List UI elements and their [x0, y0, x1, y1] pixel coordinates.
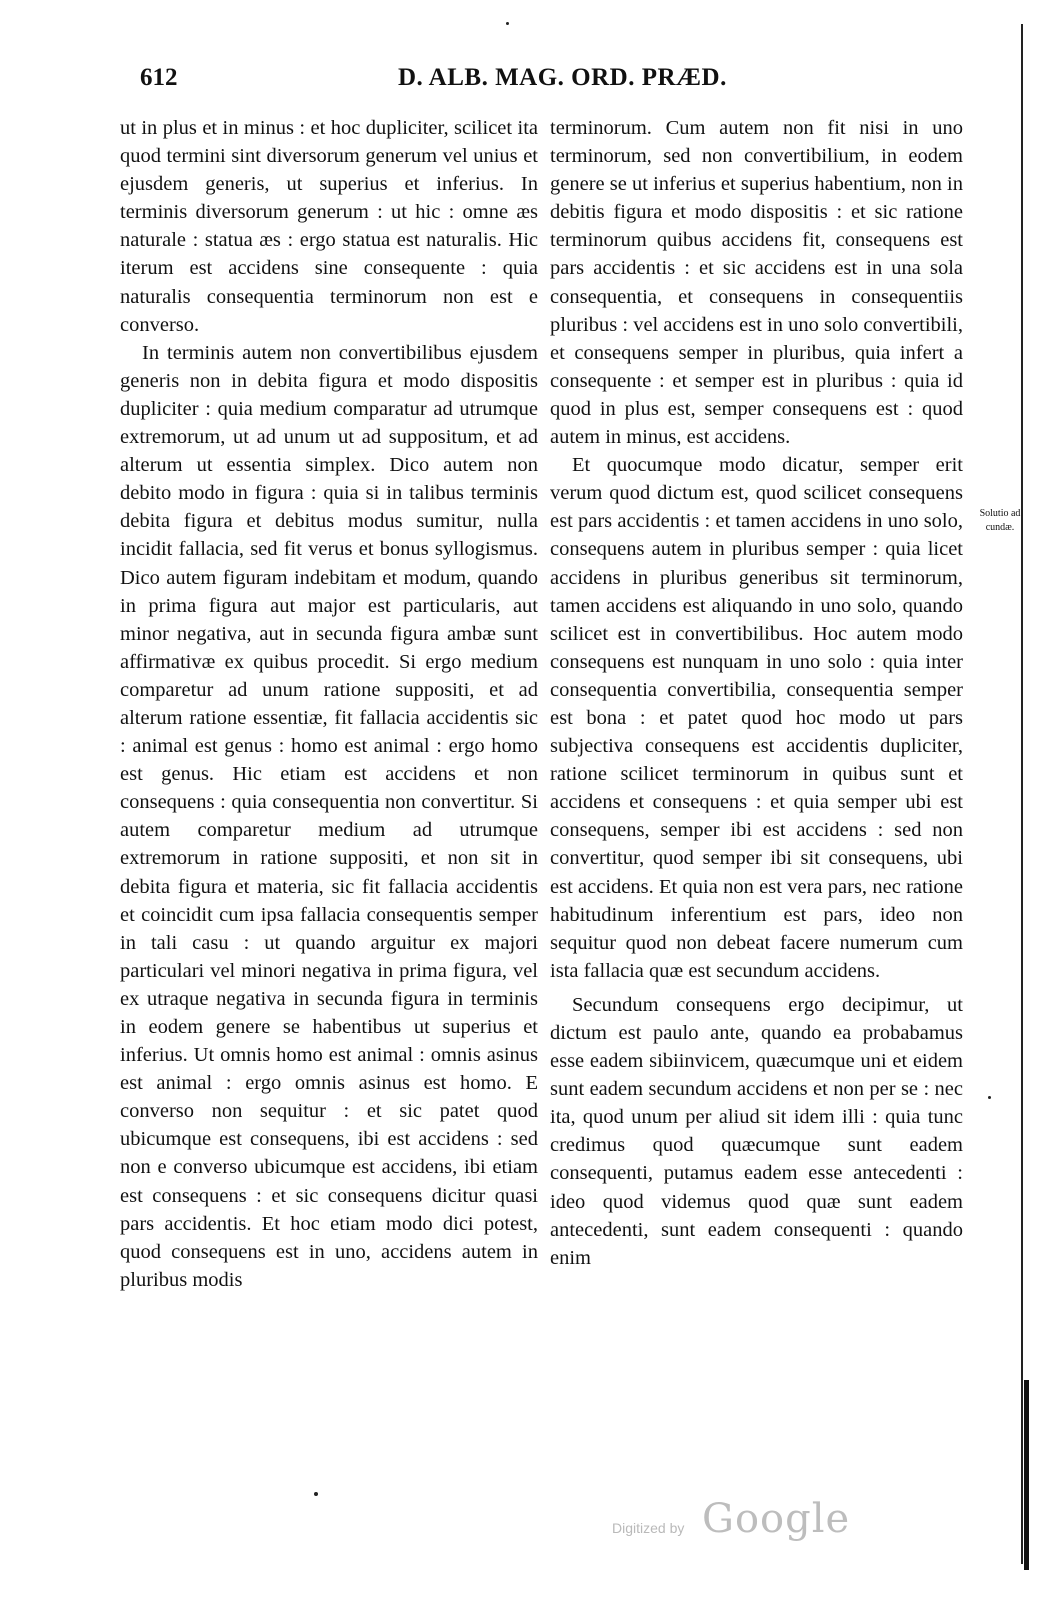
right-paragraph-3: Secundum consequens ergo decipimur, ut dictum est paulo ante, quando ea probabamus esse eadem sibiinvicem, quæcumque uni et eidem sunt eadem secundum accidens et non per se : nec ita, quod unum per aliud sit idem illi : quia tunc credimus quod quæcumque sunt eadem consequenti, putamus eadem esse antecedenti : ideo quod videmus quod quæ sunt eadem antecedenti, sunt eadem consequenti : quando enim [550, 993, 963, 1269]
left-paragraph-1: ut in plus et in minus : et hoc dupliciter, scilicet ita quod termini sint diversorum generum vel unius et ejusdem generis, ut superius et inferius. In terminis diversorum generum : ut hic : omne æs naturale : statua æs : ergo statua est naturalis. Hic iterum est accidens sine consequente : quia naturalis consequentia terminorum non est e converso. [120, 117, 538, 336]
google-logo: Google [702, 1496, 851, 1542]
margin-note: Solutio ad cundæ. [979, 508, 1021, 533]
speck-mark [988, 1096, 991, 1099]
left-paragraph-2: In terminis autem non convertibilibus ejusdem generis non in debita figura et modo dispositis dupliciter : quia medium comparatur ad utrumque extremorum, ut ad unum ut ad suppositum, et ad alterum ut essentia simplex. Dico autem non debito modo in figura : quia si in talibus terminis debita figura et debitus modus sumitur, nulla incidit fallacia, sed fit verus et bonus syllogismus. Dico autem figuram indebitam et modum, quando in prima figura aut major est particularis, aut minor negativa, aut in secunda figura ambæ sunt affirmativæ ex quibus procedit. Si ergo medium comparetur ad unum ratione suppositi, et ad alterum ratione essentiæ, fit fallacia accidentis sic : animal est genus : homo est animal : ergo homo est genus. Hic etiam est accidens et non consequens : quia consequentia non convertitur. Si autem comparetur medium ad utrumque extremorum in ratione suppositi, et non sit in debita figura et materia, sic fit fallacia accidentis et coincidit cum ipsa fallacia consequentis semper in tali casu : ut quando arguitur ex majori particulari vel minori negativa in prima figura, vel ex utraque negativa in secunda figura in terminis in eodem genere se habentibus ut superius et inferius. Ut omnis homo est animal : omnis asinus est animal : ergo omnis asinus est homo. E converso non sequitur : et sic patet quod ubicumque est consequens, ibi est accidens : sed non e converso ubicumque est accidens, ibi etiam est consequens : et sic consequens dicitur quasi pars accidentis. Et hoc etiam modo dici potest, quod consequens est in uno, accidens autem in pluribus modis [120, 341, 538, 1291]
left-column [120, 114, 538, 1294]
page-header [140, 64, 960, 100]
right-paragraph-2: Et quocumque modo dicatur, semper erit verum quod dictum est, quod scilicet consequens est pars accidentis : et tamen accidens in uno solo, consequens autem in pluribus semper : quia licet accidens in pluribus generibus sit terminorum, tamen accidens est aliquando in uno solo, quando scilicet est in convertibilibus. Hoc autem modo consequens est nunquam in uno solo : quia inter consequentia convertibilia, consequentia semper est bona : et patet quod hoc modo ut pars subjectiva consequens est accidentis dupliciter, ratione scilicet terminorum in quibus sunt et accidens et consequens : et quia semper ubi est consequens, semper ibi est accidens : sed non convertitur, quod semper ibi sit consequens, ubi est accidens. Et quia non est vera pars, nec ratione habitudinum inferentium est pars, ideo non sequitur quod non debeat facere numerum cum ista fallacia quæ est secundum accidens. [550, 454, 963, 982]
right-column [550, 114, 963, 1272]
digitized-by-label: Digitized by [612, 1520, 685, 1536]
page-edge-rule [1021, 24, 1023, 1564]
right-paragraph-1: terminorum. Cum autem non fit nisi in uno terminorum, sed non convertibilium, in eodem genere se ut inferius et superius habentium, non in debitis figura et modo dispositis : et sic ratione terminorum quibus accidens fit, consequens est pars accidentis : et sic accidens est in una sola consequentia, et consequens in consequentiis pluribus : vel accidens est in uno solo convertibili, et consequens semper in pluribus, quia infert a consequente : et semper est in pluribus : quia id quod in plus est, semper consequens est : quod autem in minus, est accidens. [550, 117, 963, 449]
digitization-watermark [612, 1490, 872, 1550]
page-edge-thick-rule [1024, 1380, 1029, 1570]
running-title: D. ALB. MAG. ORD. PRÆD. [398, 64, 727, 91]
speck-mark [314, 1492, 318, 1496]
speck-mark [506, 22, 509, 25]
page-number: 612 [140, 64, 178, 91]
